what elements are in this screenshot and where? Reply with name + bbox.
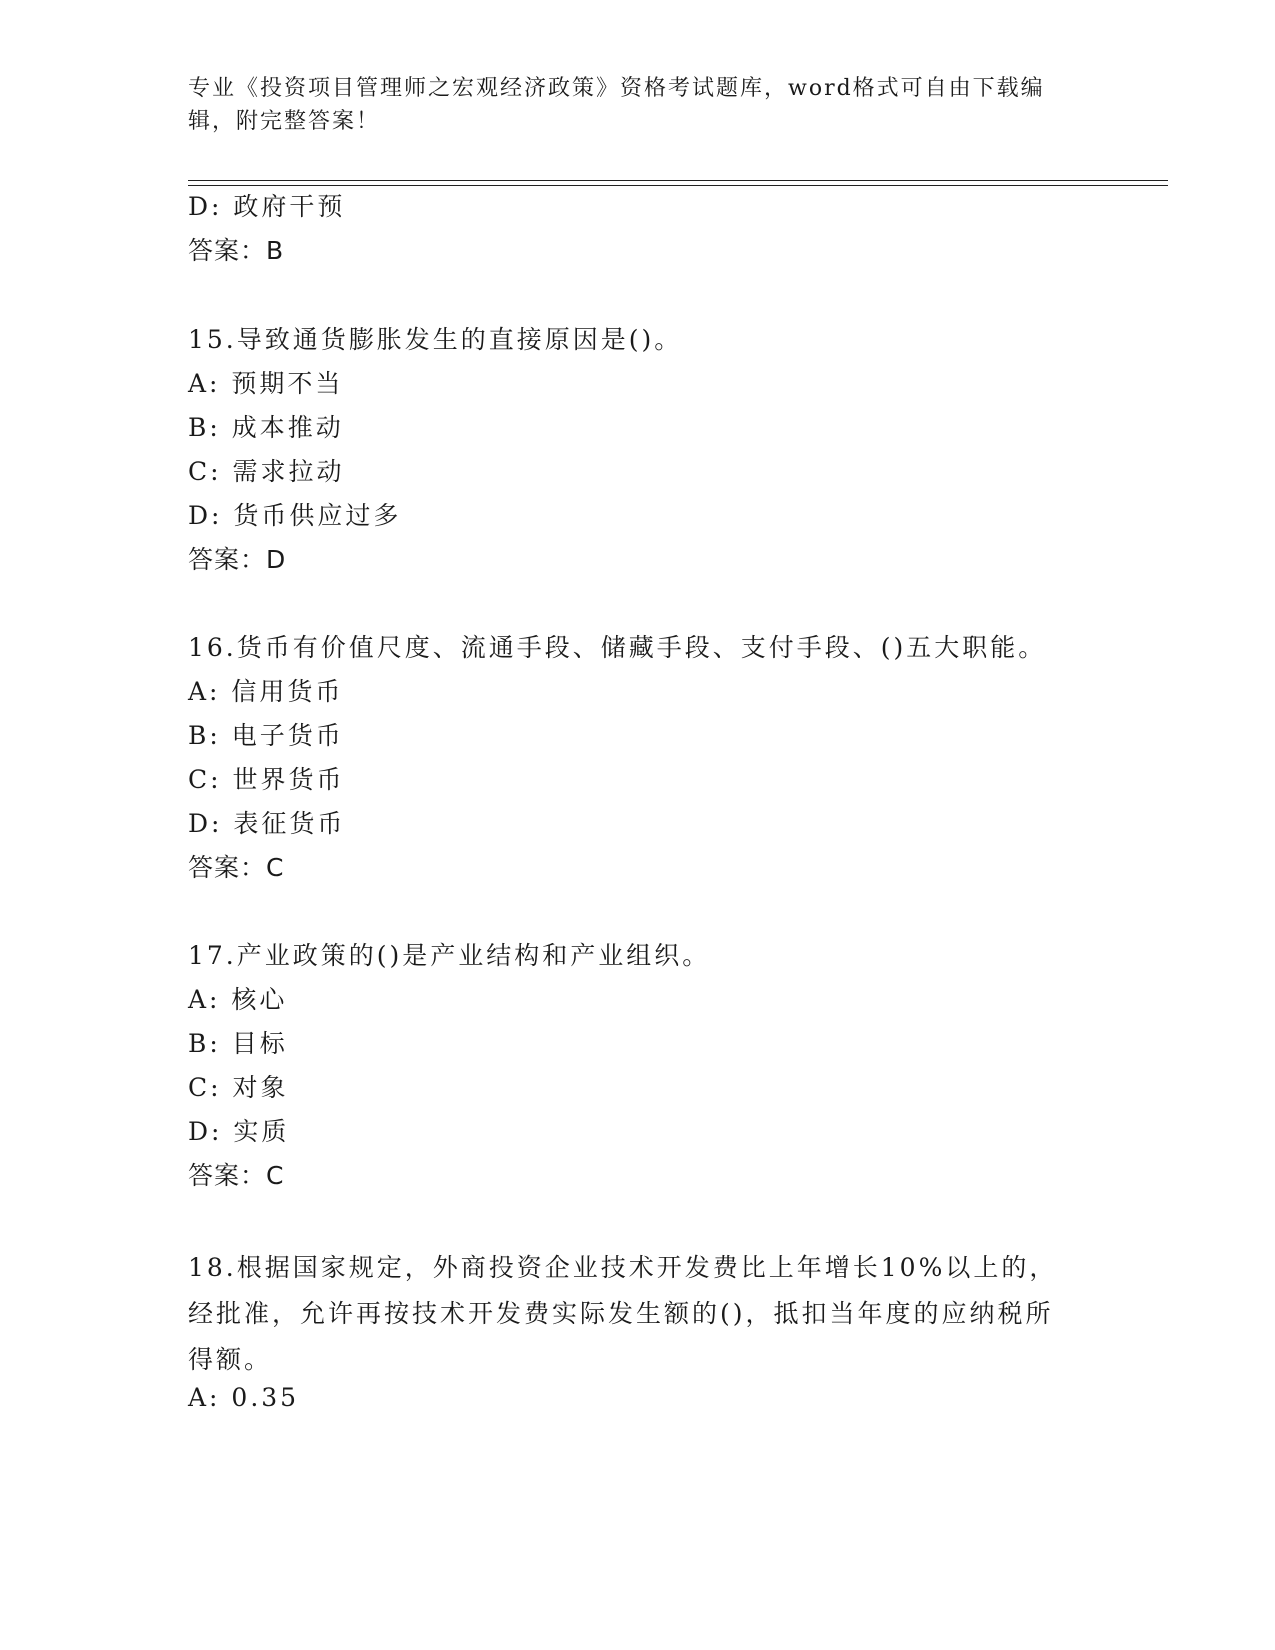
- prev-option-d: D: 政府干预: [188, 192, 346, 221]
- document-header: 专业《投资项目管理师之宏观经济政策》资格考试题库，word格式可自由下载编辑，附完整答案！: [188, 76, 1045, 134]
- q17-option-d: D: 实质: [188, 1117, 290, 1146]
- q16-answer: 答案：C: [188, 853, 285, 882]
- q18-stem: 18.根据国家规定，外商投资企业技术开发费比上年增长10%以上的，经批准，允许再按技术开发费实际发生额的()，抵扣当年度的应纳税所得额。: [188, 1253, 1058, 1374]
- prev-answer: 答案：B: [188, 236, 285, 265]
- q16-option-b: B: 电子货币: [188, 721, 344, 750]
- q15-option-d: D: 货币供应过多: [188, 501, 402, 530]
- q15-option-c: C: 需求拉动: [188, 457, 345, 486]
- q15-option-a: A: 预期不当: [188, 369, 344, 398]
- q15-option-b: B: 成本推动: [188, 413, 344, 442]
- q17-option-b: B: 目标: [188, 1029, 288, 1058]
- q17-answer: 答案：C: [188, 1161, 285, 1190]
- header-rule-top: [188, 180, 1168, 181]
- q16-option-c: C: 世界货币: [188, 765, 345, 794]
- q16-stem: 16.货币有价值尺度、流通手段、储藏手段、支付手段、()五大职能。: [188, 633, 1047, 662]
- header-rule-bottom: [188, 185, 1168, 186]
- q17-option-a: A: 核心: [188, 985, 288, 1014]
- q18-option-a: A: 0.35: [188, 1383, 300, 1412]
- q17-stem: 17.产业政策的()是产业结构和产业组织。: [188, 941, 711, 970]
- q16-option-a: A: 信用货币: [188, 677, 344, 706]
- q17-option-c: C: 对象: [188, 1073, 289, 1102]
- q15-answer: 答案：D: [188, 545, 287, 574]
- q15-stem: 15.导致通货膨胀发生的直接原因是()。: [188, 325, 683, 354]
- q16-option-d: D: 表征货币: [188, 809, 346, 838]
